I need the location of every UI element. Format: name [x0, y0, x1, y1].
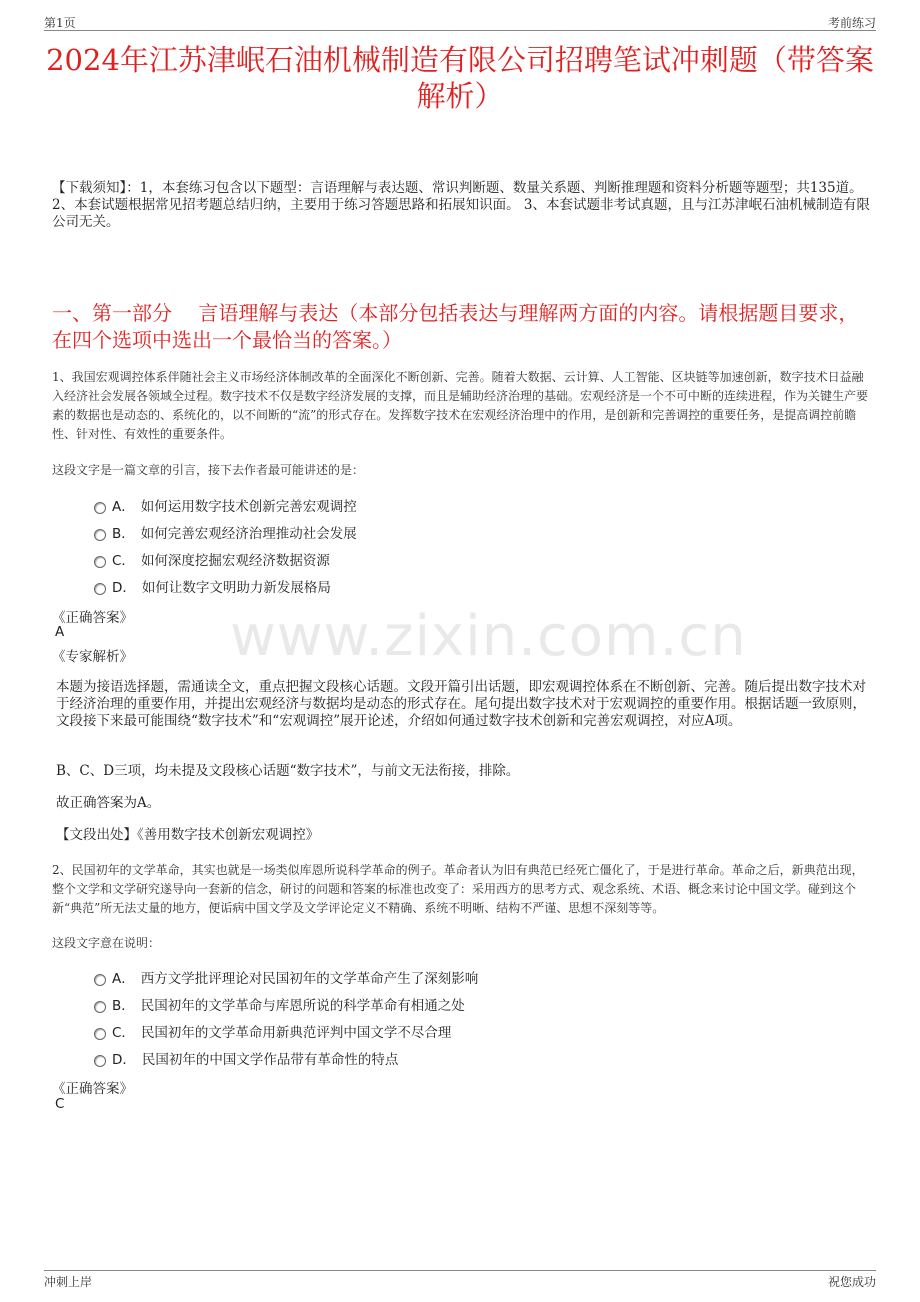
analysis-paragraph: B、C、D三项，均未提及文段核心话题“数字技术”，与前文无法衔接，排除。: [56, 763, 520, 779]
option-key: C．: [112, 553, 135, 569]
download-notice: 【下载须知】：1，本套练习包含以下题型：言语理解与表达题、常识判断题、数量关系题、判断推理题和资料分析题等题型；共135道。 2、本套试题根据常见招考题总结归纳，主要用于练习答题思路和拓展知识面。 3、本套试题非考试真题，且与江苏津岷石油机械制造有限公司无关。: [52, 180, 870, 230]
analysis-paragraph: 本题为接语选择题，需通读全文，重点把握文段核心话题。文段开篇引出话题，即宏观调控体系在不断创新、完善。随后提出数字技术对于经济治理的重要作用，并提出宏观经济与数据均是动态的形式存在。尾句提出数字技术对于宏观调控的重要作用。根据话题一致原则，文段接下来最可能围绕“数字技术”和“宏观调控”展开论述，介绍如何通过数字技术创新和完善宏观调控，对应A项。: [56, 679, 866, 729]
option-text: 民国初年的中国文学作品带有革命性的特点: [141, 1052, 399, 1068]
source-citation: 【文段出处】《善用数字技术创新宏观调控》: [56, 827, 320, 843]
question-2-option-b[interactable]: [94, 994, 465, 1014]
option-key: D．: [112, 1052, 136, 1068]
radio-icon[interactable]: [94, 529, 106, 541]
radio-icon[interactable]: [94, 974, 106, 986]
question-1-option-b[interactable]: [94, 522, 357, 542]
question-2-prompt: 这段文字意在说明：: [52, 936, 161, 950]
option-text: 民国初年的文学革命用新典范评判中国文学不尽合理: [140, 1025, 452, 1041]
option-text: 民国初年的文学革命与库恩所说的科学革命有相通之处: [140, 998, 465, 1014]
answer-label: 《正确答案》: [52, 1081, 133, 1097]
radio-icon[interactable]: [94, 556, 106, 568]
section-heading: 一、第一部分 言语理解与表达（本部分包括表达与理解两方面的内容。请根据题目要求，在四个选项中选出一个最恰当的答案。）: [52, 301, 859, 352]
question-2-option-c[interactable]: [94, 1021, 451, 1041]
question-2-text: 2、民国初年的文学革命，其实也就是一场类似库恩所说科学革命的例子。革命者认为旧有典范已经死亡僵化了，于是进行革命。革命之后，新典范出现，整个文学和文学研究遂导向一套新的信念，研讨的问题和答案的标准也改变了：采用西方的思考方式、观念系统、术语、概念来讨论中国文学。碰到这个新“典范”所无法丈量的地方，便诟病中国文学及文学评论定义不精确、系统不明晰、结构不严谨、思想不深刻等等。: [52, 863, 864, 915]
header-divider: [44, 30, 876, 31]
footer-right-text: 祝您成功: [827, 1275, 876, 1289]
analysis-paragraph: 故正确答案为A。: [56, 795, 161, 811]
option-key: B．: [112, 998, 135, 1014]
option-text: 如何深度挖掘宏观经济数据资源: [140, 553, 330, 569]
question-1-option-c[interactable]: [94, 549, 330, 569]
question-1-prompt: 这段文字是一篇文章的引言，接下去作者最可能讲述的是：: [52, 463, 365, 477]
answer-label: 《正确答案》: [52, 610, 133, 626]
question-2-option-d[interactable]: [94, 1048, 398, 1068]
option-text: 如何让数字文明助力新发展格局: [141, 580, 331, 596]
option-text: 如何运用数字技术创新完善宏观调控: [140, 499, 357, 515]
question-1-option-d[interactable]: [94, 576, 331, 596]
radio-icon[interactable]: [94, 583, 106, 595]
document-title: 2024年江苏津岷石油机械制造有限公司招聘笔试冲刺题（带答案解析）: [46, 43, 874, 113]
question-2-option-a[interactable]: [94, 967, 478, 987]
question-1-option-a[interactable]: [94, 495, 357, 515]
radio-icon[interactable]: [94, 502, 106, 514]
option-key: A．: [112, 499, 135, 515]
option-key: D．: [112, 580, 136, 596]
option-text: 如何完善宏观经济治理推动社会发展: [140, 526, 357, 542]
answer-value: C: [55, 1096, 65, 1112]
header-tag: 考前练习: [827, 16, 876, 30]
option-key: A．: [112, 971, 135, 987]
answer-value: A: [55, 624, 65, 640]
watermark: www.zixin.com.cn: [230, 604, 747, 669]
option-key: C．: [112, 1025, 135, 1041]
page-number: 第1页: [44, 16, 76, 30]
footer-divider: [44, 1270, 876, 1271]
option-text: 西方文学批评理论对民国初年的文学革命产生了深刻影响: [140, 971, 479, 987]
radio-icon[interactable]: [94, 1055, 106, 1067]
footer-left-text: 冲刺上岸: [44, 1275, 93, 1289]
radio-icon[interactable]: [94, 1001, 106, 1013]
question-1-text: 1、我国宏观调控体系伴随社会主义市场经济体制改革的全面深化不断创新、完善。随着大数据、云计算、人工智能、区块链等加速创新，数字技术日益融入经济社会发展各领域全过程。数字技术不仅是数字经济发展的支撑，而且是辅助经济治理的基础。宏观经济是一个不可中断的连续进程，作为关键生产要素的数据也是动态的、系统化的，以不间断的“流”的形式存在。发挥数字技术在宏观经济治理中的作用，是创新和完善调控的重要任务，是提高调控前瞻性、针对性、有效性的重要条件。: [52, 370, 869, 441]
option-key: B．: [112, 526, 135, 542]
analysis-label: 《专家解析》: [52, 649, 133, 665]
radio-icon[interactable]: [94, 1028, 106, 1040]
